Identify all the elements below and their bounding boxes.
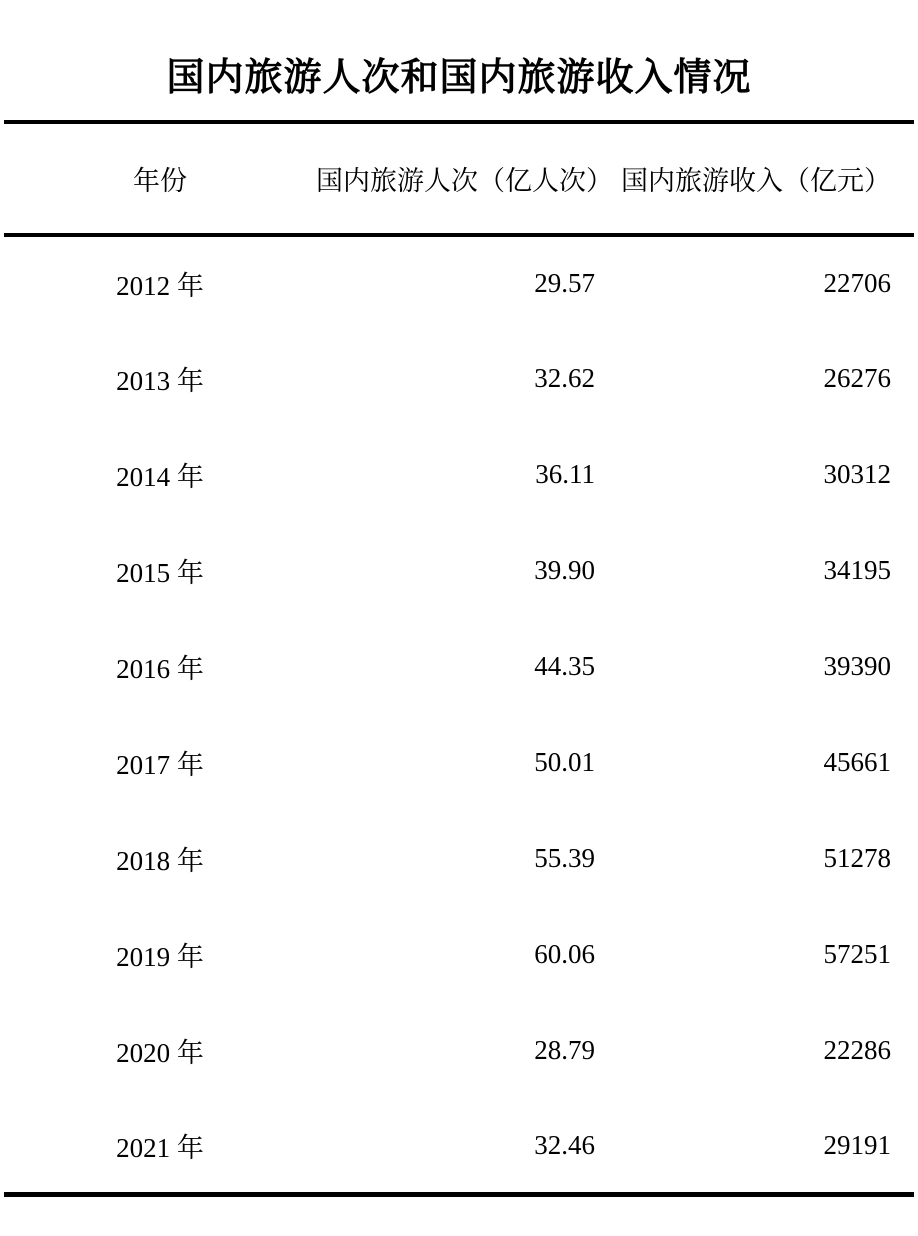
table-row <box>4 235 914 331</box>
cell-year: 2018 年 <box>116 846 204 877</box>
cell-visits: 60.06 <box>534 939 595 970</box>
cell-revenue: 29191 <box>823 1129 891 1160</box>
cell-revenue: 39390 <box>823 651 891 682</box>
cell-visits: 36.11 <box>535 459 595 490</box>
cell-visits: 28.79 <box>534 1035 595 1066</box>
cell-year: 2015 年 <box>116 558 204 589</box>
cell-visits: 29.57 <box>534 268 595 299</box>
cell-revenue: 22286 <box>823 1035 891 1066</box>
table-row <box>4 907 914 1003</box>
cell-revenue: 22706 <box>823 268 891 299</box>
table-row <box>4 331 914 427</box>
cell-year: 2021 年 <box>116 1132 204 1163</box>
table-row <box>4 523 914 619</box>
table-header <box>4 122 914 235</box>
table-row <box>4 1099 914 1195</box>
cell-revenue: 26276 <box>823 363 891 394</box>
cell-revenue: 45661 <box>823 747 891 778</box>
cell-visits: 44.35 <box>534 651 595 682</box>
cell-year: 2017 年 <box>116 750 204 781</box>
cell-revenue: 34195 <box>823 555 891 586</box>
column-header-revenue: 国内旅游收入（亿元） <box>621 165 891 196</box>
cell-year: 2014 年 <box>116 462 204 493</box>
cell-visits: 39.90 <box>534 555 595 586</box>
cell-visits: 32.46 <box>534 1129 595 1160</box>
page-title: 国内旅游人次和国内旅游收入情况 <box>166 57 752 99</box>
column-header-year: 年份 <box>133 165 187 196</box>
table-row <box>4 427 914 523</box>
cell-year: 2020 年 <box>116 1038 204 1069</box>
cell-year: 2019 年 <box>116 942 204 973</box>
cell-visits: 32.62 <box>534 363 595 394</box>
cell-year: 2012 年 <box>116 271 204 302</box>
table-row <box>4 811 914 907</box>
table-row <box>4 715 914 811</box>
column-header-visits: 国内旅游人次（亿人次） <box>316 165 613 196</box>
cell-revenue: 51278 <box>823 843 891 874</box>
cell-revenue: 57251 <box>823 939 891 970</box>
table-header-row <box>4 122 914 235</box>
data-table <box>4 120 914 1198</box>
table-row <box>4 619 914 715</box>
table-body <box>4 235 914 1195</box>
cell-year: 2016 年 <box>116 654 204 685</box>
cell-visits: 50.01 <box>534 747 595 778</box>
cell-year: 2013 年 <box>116 366 204 397</box>
cell-visits: 55.39 <box>534 843 595 874</box>
table-row <box>4 1003 914 1099</box>
cell-revenue: 30312 <box>823 459 891 490</box>
